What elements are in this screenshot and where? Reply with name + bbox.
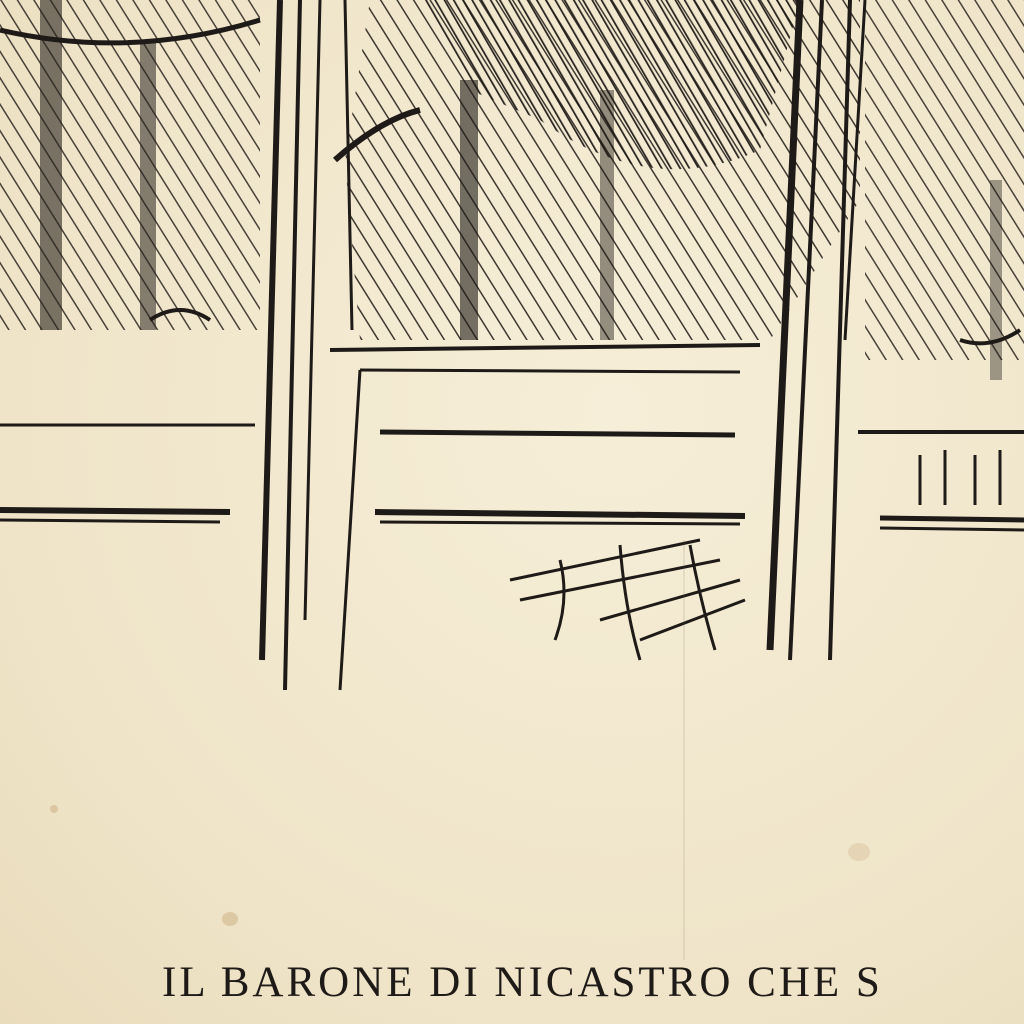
right-window [865,0,1024,380]
right-panel-ticks [920,450,1000,505]
illustration-caption: IL BARONE DI NICASTRO CHE S [162,959,883,1006]
wall-panels [0,345,1024,690]
floor-scribble [510,540,745,660]
center-window [335,0,860,340]
paper-stain [848,843,870,861]
left-window [0,0,260,330]
page-fold [683,540,685,960]
paper-stain [50,805,58,813]
paper-stain [222,912,238,926]
